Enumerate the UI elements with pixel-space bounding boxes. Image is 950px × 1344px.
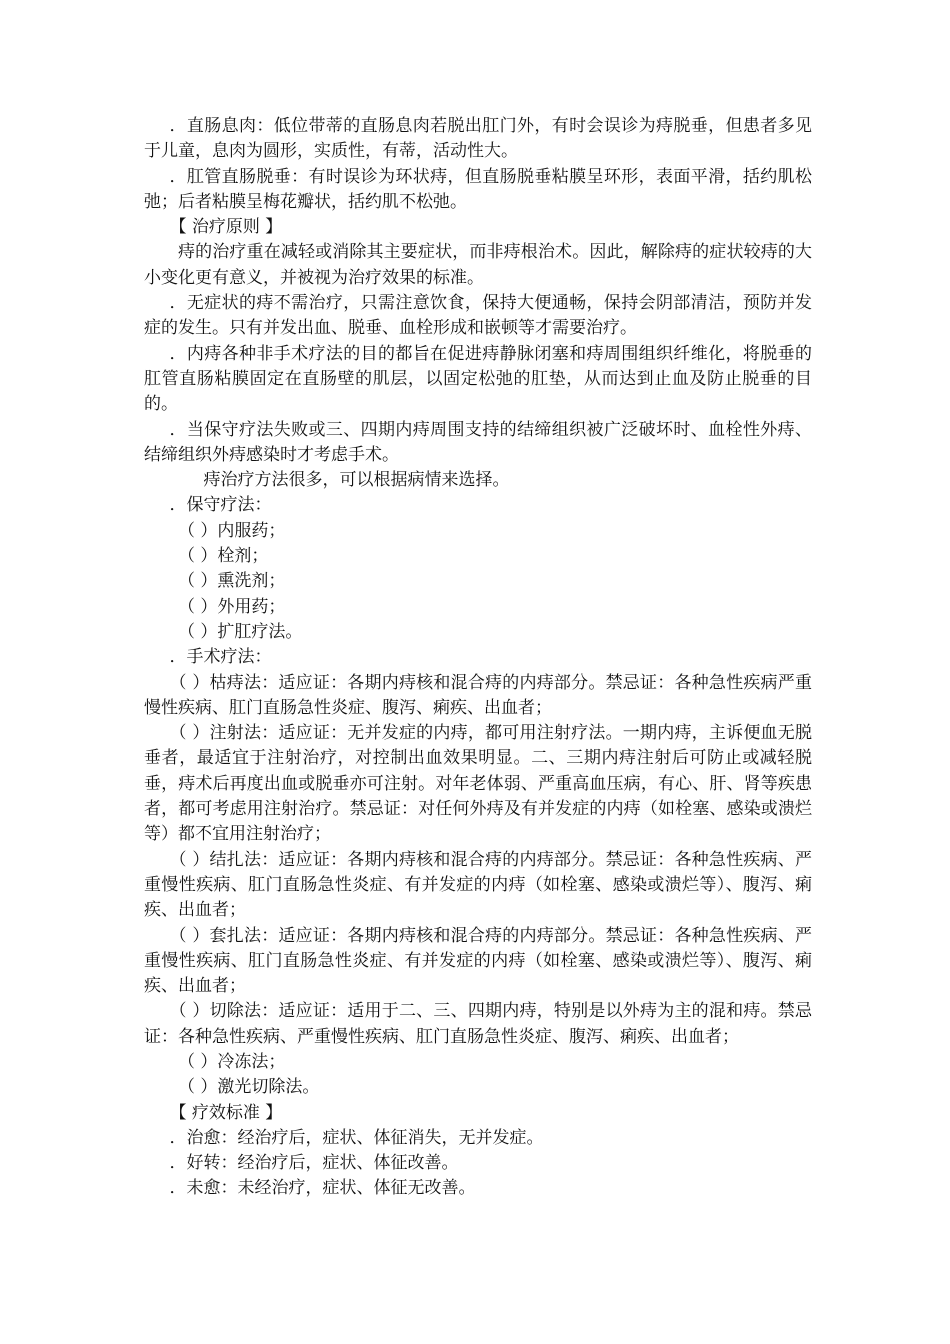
section-heading-efficacy: 【 疗效标准 】 [169, 1102, 283, 1123]
list-item-fumigation: （ ）熏洗剂； [178, 571, 286, 592]
paragraph-excision: （ ）切除法：适应证：适用于二、三、四期内痔，特别是以外痔为主的混和痔。禁忌证：各种急性疾病、严重慢性疾病、肛门直肠急性炎症、腹泻、痢疾、出血者； [144, 1001, 812, 1047]
paragraph-nonsurgical-purpose: ．内痔各种非手术疗法的目的都旨在促进痔静脉闭塞和痔周围组织纤维化，将脱垂的肛管直肠粘膜固定在直肠壁的肌层，以固定松弛的肛垫，从而达到止血及防止脱垂的目的。 [144, 343, 812, 415]
paragraph-not-cured: ．未愈：未经治疗，症状、体征无改善。 [169, 1178, 476, 1199]
list-item-oral-medicine: （ ）内服药； [178, 520, 286, 541]
section-heading-treatment-principle: 【 治疗原则 】 [169, 217, 283, 238]
heading-surgical: ．手术疗法： [169, 647, 272, 668]
paragraph-injection: （ ）注射法：适应证：无并发症的内痔，都可用注射疗法。一期内痔，主诉便血无脱垂者，最适宜于注射治疗，对控制出血效果明显。二、三期内痔注射后可防止或减轻脱垂，痔术后再度出血或脱垂亦可注射。对年老体弱、严重高血压病，有心、肝、肾等疾患者，都可考虑用注射治疗。禁忌证：对任何外痔及有并发症的内痔（如栓塞、感染或溃烂等）都不宜用注射治疗； [144, 723, 812, 845]
list-item-suppository: （ ）栓剂； [178, 546, 269, 567]
paragraph-methods-intro: 痔治疗方法很多，可以根据病情来选择。 [203, 470, 510, 491]
document-page [144, 114, 812, 1202]
paragraph-cured: ．治愈：经治疗后，症状、体征消失，无并发症。 [169, 1127, 544, 1148]
paragraph-improved: ．好转：经治疗后，症状、体征改善。 [169, 1153, 459, 1174]
paragraph-asymptomatic: ．无症状的痔不需治疗，只需注意饮食，保持大便通畅，保持会阴部清洁，预防并发症的发生。只有并发出血、脱垂、血栓形成和嵌顿等才需要治疗。 [144, 293, 812, 339]
paragraph-surgery-indication: ．当保守疗法失败或三、四期内痔周围支持的结缔组织被广泛破坏时、血栓性外痔、结缔组织外痔感染时才考虑手术。 [144, 419, 812, 465]
paragraph-treatment-intro: 痔的治疗重在减轻或消除其主要症状，而非痔根治术。因此，解除痔的症状较痔的大小变化更有意义，并被视为治疗效果的标准。 [144, 242, 812, 288]
paragraph-ligation: （ ）结扎法：适应证：各期内痔核和混合痔的内痔部分。禁忌证：各种急性疾病、严重慢性疾病、肛门直肠急性炎症、有并发症的内痔（如栓塞、感染或溃烂等）、腹泻、痢疾、出血者； [144, 849, 812, 921]
paragraph-rectal-prolapse: ．肛管直肠脱垂：有时误诊为环状痔，但直肠脱垂粘膜呈环形，表面平滑，括约肌松弛；后者粘膜呈梅花瓣状，括约肌不松弛。 [144, 166, 812, 212]
paragraph-withering: （ ）枯痔法：适应证：各期内痔核和混合痔的内痔部分。禁忌证：各种急性疾病严重慢性疾病、肛门直肠急性炎症、腹泻、痢疾、出血者； [144, 672, 812, 718]
list-item-cryotherapy: （ ）冷冻法； [178, 1051, 286, 1072]
list-item-laser: （ ）激光切除法。 [178, 1077, 320, 1098]
list-item-topical: （ ）外用药； [178, 596, 286, 617]
list-item-anal-dilation: （ ）扩肛疗法。 [178, 621, 303, 642]
paragraph-banding: （ ）套扎法：适应证：各期内痔核和混合痔的内痔部分。禁忌证：各种急性疾病、严重慢性疾病、肛门直肠急性炎症、有并发症的内痔（如栓塞、感染或溃烂等）、腹泻、痢疾、出血者； [144, 925, 812, 997]
paragraph-rectal-polyp: ．直肠息肉：低位带蒂的直肠息肉若脱出肛门外，有时会误诊为痔脱垂，但患者多见于儿童，息肉为圆形，实质性，有蒂，活动性大。 [144, 116, 812, 162]
heading-conservative: ．保守疗法： [169, 495, 272, 516]
